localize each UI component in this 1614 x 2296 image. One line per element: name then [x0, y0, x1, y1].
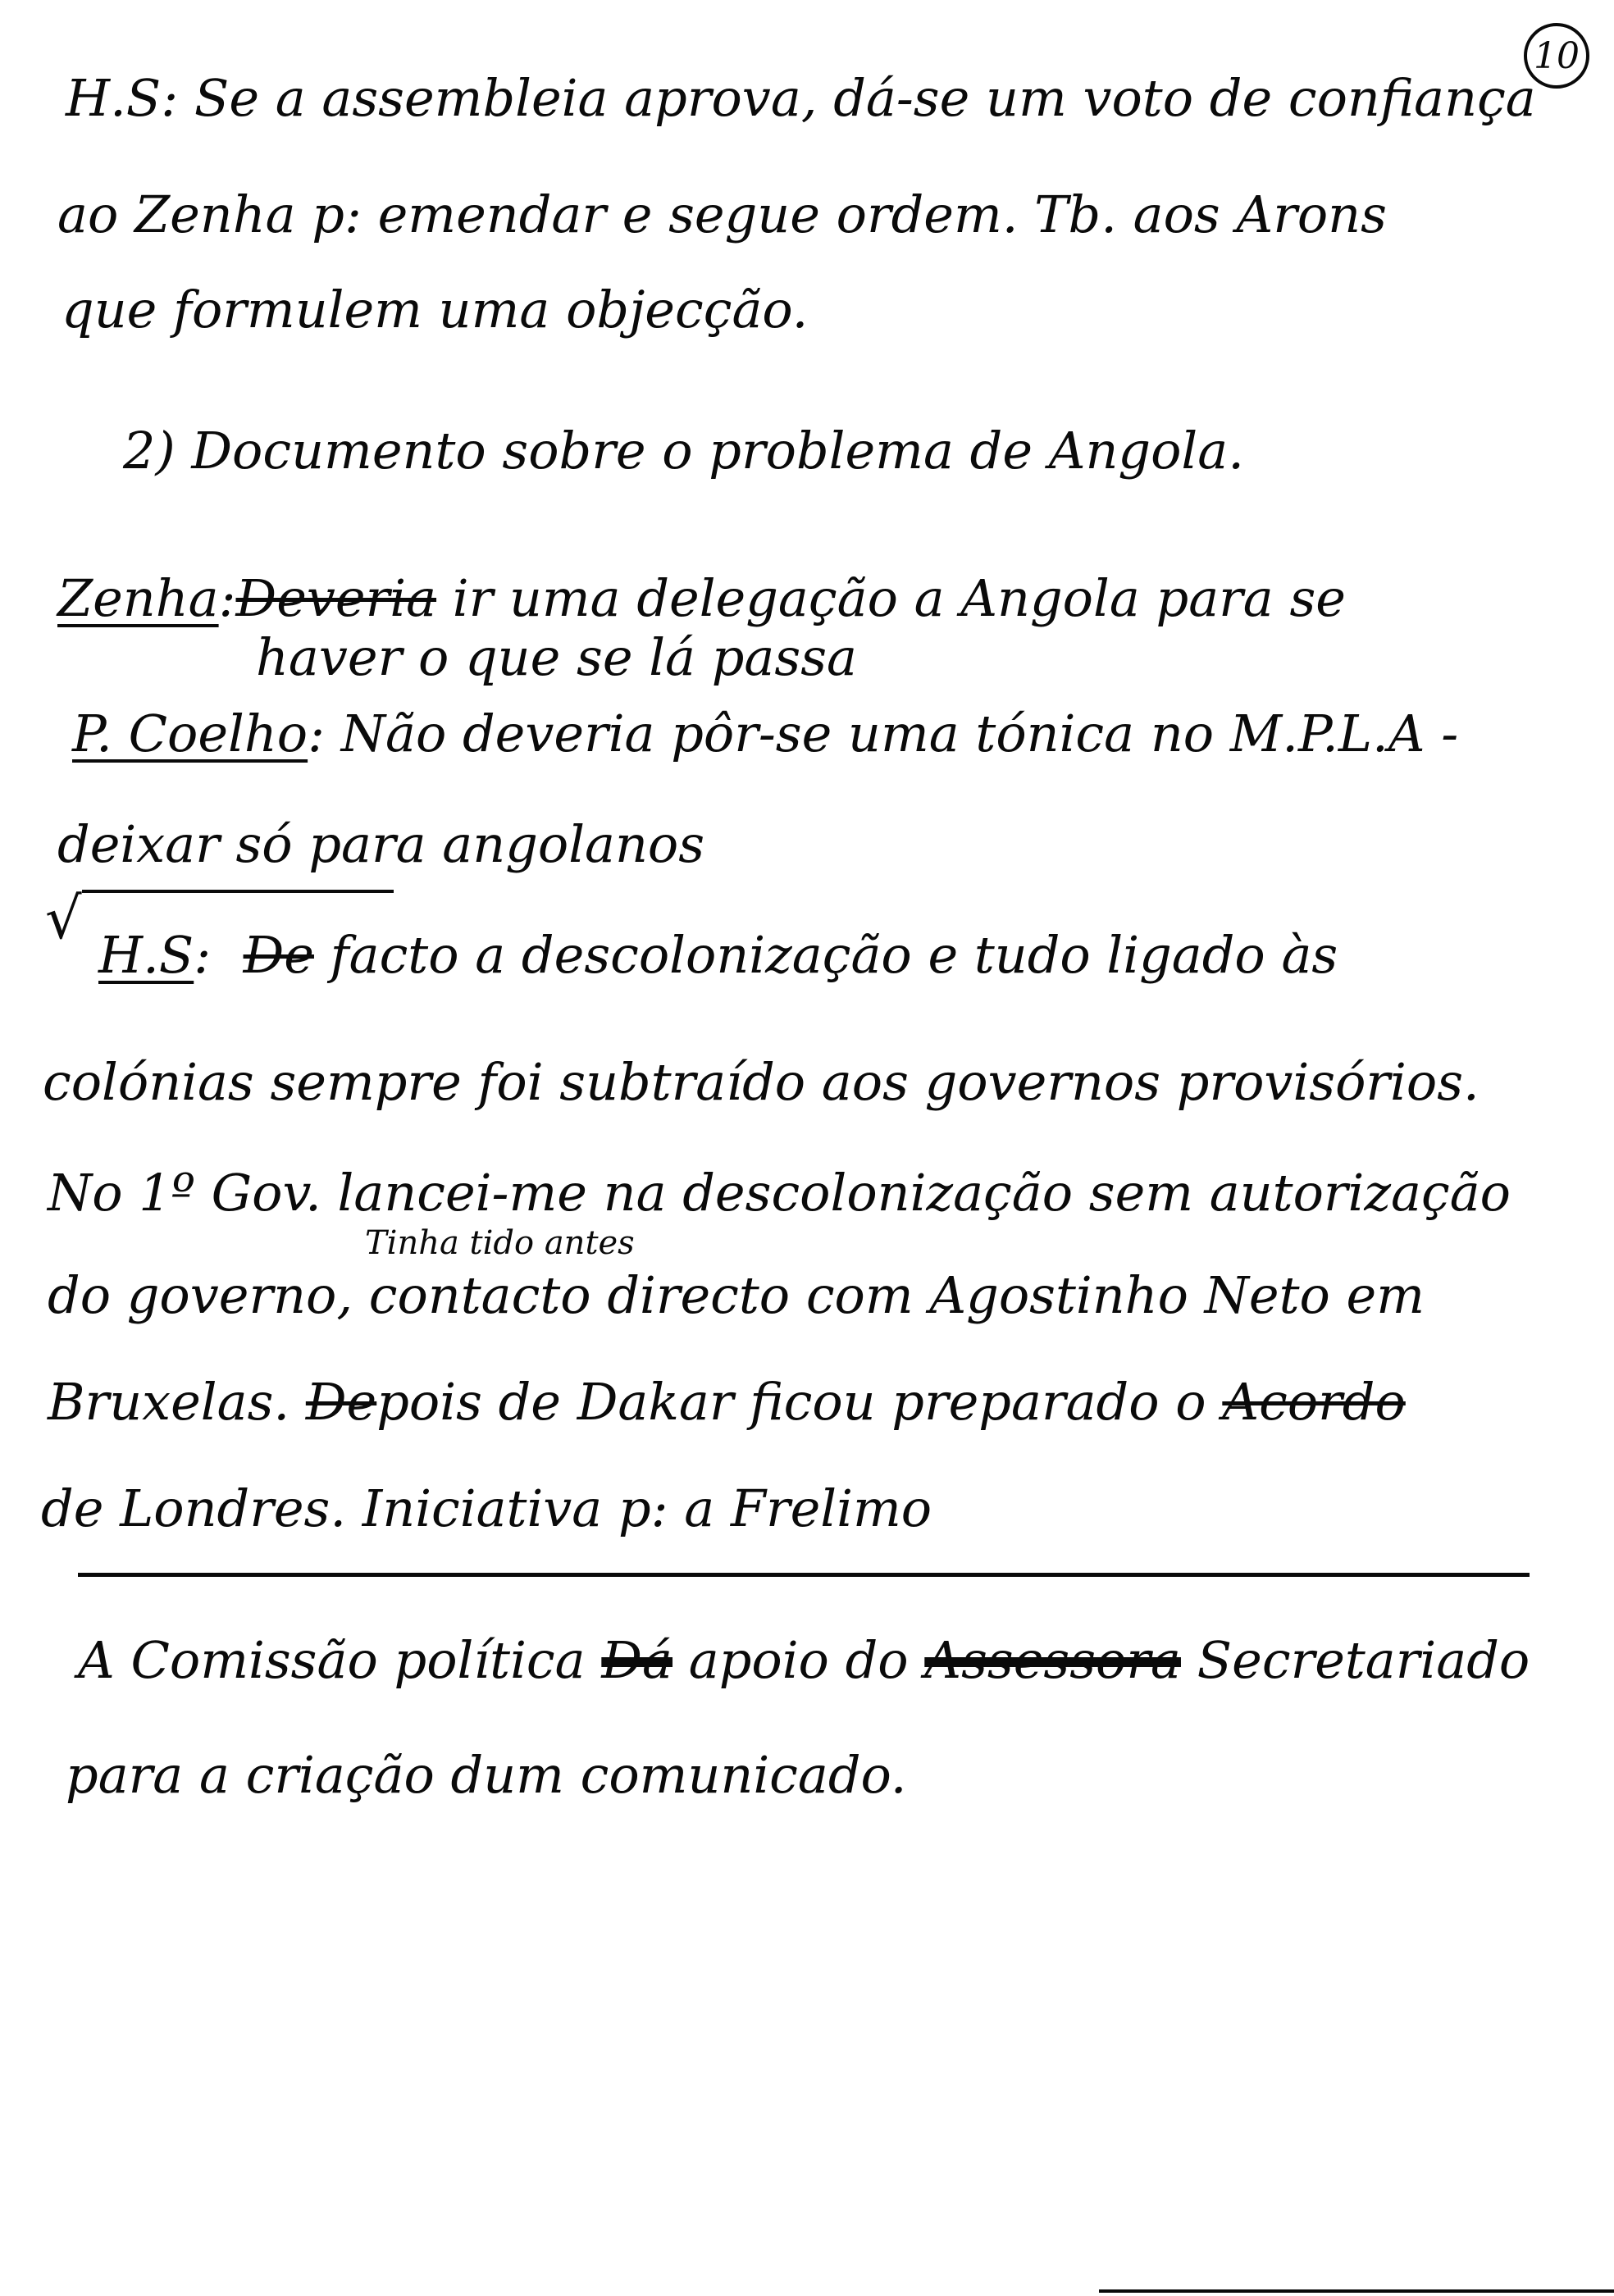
hs-line-4 — [48, 1263, 1425, 1328]
hs-sep: : — [194, 925, 212, 985]
hs-line-1 — [98, 922, 1338, 988]
para1-line-2: ao Zenha p: emendar e segue ordem. Tb. aos Arons — [57, 184, 1387, 244]
comissao-text-1b: apoio do — [672, 1630, 925, 1690]
hs-insertion-above: Tinha tido antes — [365, 1224, 635, 1262]
hs-struck-de: De — [305, 1372, 377, 1432]
hs-text-5b: pois de Dakar ficou preparado o — [376, 1372, 1223, 1432]
hs-line-5 — [48, 1369, 1406, 1435]
coelho-line-2: deixar só para angolanos — [57, 814, 705, 874]
comissao-line-2: para a criação dum comunicado. — [66, 1745, 907, 1805]
hs-text-5a: Bruxelas. — [48, 1372, 306, 1432]
hs-line-6: de Londres. Iniciativa p: a Frelimo — [41, 1478, 932, 1538]
para1-line-3: que formulem uma objecção. — [62, 280, 809, 339]
zenha-line-2: haver o que se lá passa — [256, 627, 857, 687]
zenha-line-1 — [57, 566, 1346, 631]
scan-edge-line — [1099, 2289, 1614, 2293]
coelho-sep: : — [308, 704, 326, 763]
hs-line-2: colónias sempre foi subtraído aos governos provisórios. — [43, 1052, 1480, 1112]
coelho-text-1: Não deveria pôr-se uma tónica no M.P.L.A - — [325, 704, 1459, 763]
speaker-hs: H.S — [98, 925, 194, 985]
hs-text-4a: do governo, — [48, 1265, 369, 1325]
hs-struck-word: De — [243, 925, 314, 985]
comissao-line-1 — [78, 1628, 1530, 1693]
hs-struck-acordo: Acordo — [1222, 1372, 1406, 1432]
zenha-struck-word: Deveria — [235, 568, 437, 628]
checkmark-icon: √ — [45, 885, 82, 952]
hs-text-4b: contacto directo com Agostinho Neto em — [368, 1265, 1425, 1325]
comissao-struck-1: Dá — [601, 1630, 673, 1690]
margin-rule-line — [82, 890, 394, 893]
speaker-p-coelho: P. Coelho — [72, 704, 308, 763]
page-number-text: 10 — [1534, 34, 1580, 77]
section-divider — [78, 1573, 1530, 1577]
speaker-zenha: Zenha — [57, 568, 219, 628]
comissao-text-1c: Secretariado — [1180, 1630, 1530, 1690]
hs-text-1: facto a descolonização e tudo ligado às — [313, 925, 1338, 985]
zenha-sep: : — [218, 568, 236, 628]
comissao-struck-2: Assessora — [924, 1630, 1181, 1690]
item-2-heading: 2) Documento sobre o problema de Angola. — [123, 421, 1244, 481]
comissao-text-1a: A Comissão política — [78, 1630, 602, 1690]
hs-line-3: No 1º Gov. lancei-me na descolonização sem autorização — [48, 1163, 1511, 1223]
para1-line-1: H.S: Se a assembleia aprova, dá-se um voto de confiança — [66, 68, 1536, 128]
zenha-text-1: ir uma delegação a Angola para se — [436, 568, 1346, 628]
coelho-line-1 — [72, 701, 1458, 767]
